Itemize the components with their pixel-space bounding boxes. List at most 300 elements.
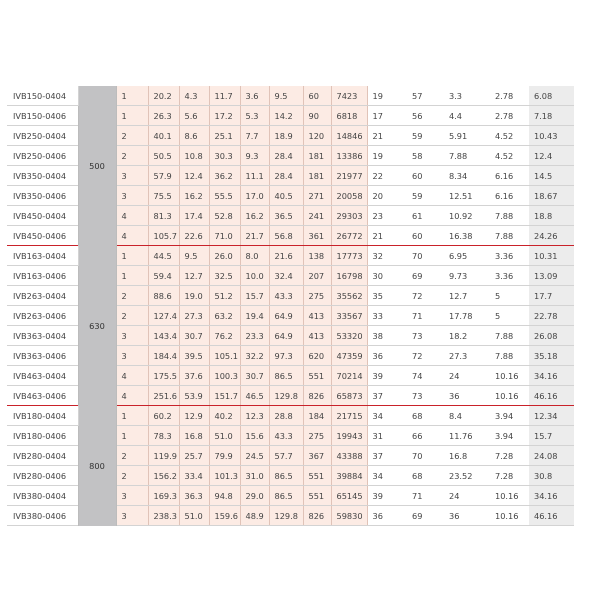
value-cell: 51.2 (209, 286, 240, 306)
value-cell: 18.8 (529, 206, 574, 226)
value-cell: 47359 (331, 346, 367, 366)
value-cell: 2 (116, 126, 148, 146)
value-cell: 143.4 (148, 326, 179, 346)
value-cell: 3 (116, 166, 148, 186)
value-cell: 19 (367, 86, 407, 106)
value-cell: 12.3 (240, 406, 269, 426)
model-cell: IVB250-0406 (7, 146, 78, 166)
value-cell: 367 (303, 446, 331, 466)
value-cell: 184.4 (148, 346, 179, 366)
value-cell: 620 (303, 346, 331, 366)
value-cell: 159.6 (209, 506, 240, 526)
model-cell: IVB450-0406 (7, 226, 78, 246)
value-cell: 15.7 (240, 286, 269, 306)
value-cell: 19.0 (179, 286, 209, 306)
value-cell: 826 (303, 386, 331, 406)
value-cell: 4.3 (179, 86, 209, 106)
model-cell: IVB450-0404 (7, 206, 78, 226)
value-cell: 34 (367, 406, 407, 426)
value-cell: 36.5 (269, 206, 303, 226)
value-cell: 251.6 (148, 386, 179, 406)
value-cell: 18.9 (269, 126, 303, 146)
value-cell: 551 (303, 366, 331, 386)
model-cell: IVB263-0404 (7, 286, 78, 306)
value-cell: 61 (407, 206, 444, 226)
value-cell: 18.2 (444, 326, 490, 346)
value-cell: 39.5 (179, 346, 209, 366)
model-cell: IVB350-0406 (7, 186, 78, 206)
value-cell: 35562 (331, 286, 367, 306)
value-cell: 9.5 (179, 246, 209, 266)
value-cell: 19 (367, 146, 407, 166)
value-cell: 5.91 (444, 126, 490, 146)
value-cell: 33 (367, 306, 407, 326)
value-cell: 40.1 (148, 126, 179, 146)
value-cell: 27.3 (444, 346, 490, 366)
value-cell: 826 (303, 506, 331, 526)
value-cell: 46.16 (529, 506, 574, 526)
model-cell: IVB180-0404 (7, 406, 78, 426)
value-cell: 37.6 (179, 366, 209, 386)
value-cell: 25.7 (179, 446, 209, 466)
value-cell: 10.92 (444, 206, 490, 226)
value-cell: 56.8 (269, 226, 303, 246)
value-cell: 32 (367, 246, 407, 266)
value-cell: 2 (116, 466, 148, 486)
value-cell: 64.9 (269, 326, 303, 346)
value-cell: 9.5 (269, 86, 303, 106)
value-cell: 4.4 (444, 106, 490, 126)
value-cell: 156.2 (148, 466, 179, 486)
value-cell: 71.0 (209, 226, 240, 246)
model-cell: IVB150-0406 (7, 106, 78, 126)
value-cell: 2 (116, 286, 148, 306)
value-cell: 8.0 (240, 246, 269, 266)
value-cell: 361 (303, 226, 331, 246)
value-cell: 14.2 (269, 106, 303, 126)
value-cell: 36.2 (209, 166, 240, 186)
value-cell: 86.5 (269, 366, 303, 386)
value-cell: 275 (303, 286, 331, 306)
value-cell: 22.6 (179, 226, 209, 246)
value-cell: 1 (116, 266, 148, 286)
value-cell: 2.78 (490, 106, 529, 126)
value-cell: 57.7 (269, 446, 303, 466)
value-cell: 31.0 (240, 466, 269, 486)
value-cell: 11.76 (444, 426, 490, 446)
value-cell: 76.2 (209, 326, 240, 346)
value-cell: 33.4 (179, 466, 209, 486)
value-cell: 70 (407, 246, 444, 266)
value-cell: 72 (407, 346, 444, 366)
value-cell: 3 (116, 186, 148, 206)
value-cell: 119.9 (148, 446, 179, 466)
value-cell: 4.52 (490, 126, 529, 146)
value-cell: 16.2 (240, 206, 269, 226)
value-cell: 22.78 (529, 306, 574, 326)
model-cell: IVB263-0406 (7, 306, 78, 326)
value-cell: 25.1 (209, 126, 240, 146)
value-cell: 7.88 (444, 146, 490, 166)
value-cell: 4 (116, 386, 148, 406)
value-cell: 27.3 (179, 306, 209, 326)
value-cell: 551 (303, 486, 331, 506)
value-cell: 12.4 (529, 146, 574, 166)
value-cell: 55.5 (209, 186, 240, 206)
value-cell: 30.3 (209, 146, 240, 166)
value-cell: 33567 (331, 306, 367, 326)
value-cell: 59.4 (148, 266, 179, 286)
value-cell: 35 (367, 286, 407, 306)
value-cell: 6.16 (490, 186, 529, 206)
value-cell: 38 (367, 326, 407, 346)
value-cell: 1 (116, 86, 148, 106)
value-cell: 59 (407, 186, 444, 206)
value-cell: 3 (116, 506, 148, 526)
value-cell: 37 (367, 446, 407, 466)
value-cell: 16.8 (179, 426, 209, 446)
value-cell: 7.7 (240, 126, 269, 146)
value-cell: 56 (407, 106, 444, 126)
value-cell: 59 (407, 126, 444, 146)
value-cell: 14.5 (529, 166, 574, 186)
value-cell: 35.18 (529, 346, 574, 366)
value-cell: 30.7 (240, 366, 269, 386)
value-cell: 3 (116, 346, 148, 366)
value-cell: 20.2 (148, 86, 179, 106)
value-cell: 28.8 (269, 406, 303, 426)
value-cell: 39 (367, 486, 407, 506)
value-cell: 24.5 (240, 446, 269, 466)
value-cell: 120 (303, 126, 331, 146)
value-cell: 21 (367, 226, 407, 246)
table-row (7, 406, 574, 426)
value-cell: 53320 (331, 326, 367, 346)
model-cell: IVB280-0406 (7, 466, 78, 486)
value-cell: 26772 (331, 226, 367, 246)
value-cell: 50.5 (148, 146, 179, 166)
value-cell: 32.5 (209, 266, 240, 286)
value-cell: 105.1 (209, 346, 240, 366)
value-cell: 7.88 (490, 206, 529, 226)
value-cell: 17 (367, 106, 407, 126)
value-cell: 40.5 (269, 186, 303, 206)
value-cell: 5.6 (179, 106, 209, 126)
value-cell: 23 (367, 206, 407, 226)
value-cell: 10.16 (490, 486, 529, 506)
value-cell: 7.28 (490, 446, 529, 466)
value-cell: 11.1 (240, 166, 269, 186)
value-cell: 17773 (331, 246, 367, 266)
value-cell: 29303 (331, 206, 367, 226)
value-cell: 3.94 (490, 426, 529, 446)
value-cell: 57 (407, 86, 444, 106)
value-cell: 10.16 (490, 506, 529, 526)
value-cell: 94.8 (209, 486, 240, 506)
value-cell: 12.51 (444, 186, 490, 206)
table-row (7, 246, 574, 266)
model-cell: IVB380-0404 (7, 486, 78, 506)
value-cell: 26.3 (148, 106, 179, 126)
value-cell: 36.3 (179, 486, 209, 506)
value-cell: 14846 (331, 126, 367, 146)
value-cell: 43.3 (269, 426, 303, 446)
value-cell: 3.6 (240, 86, 269, 106)
value-cell: 3.36 (490, 246, 529, 266)
value-cell: 73 (407, 386, 444, 406)
value-cell: 36 (444, 386, 490, 406)
value-cell: 24.26 (529, 226, 574, 246)
value-cell: 44.5 (148, 246, 179, 266)
value-cell: 34.16 (529, 486, 574, 506)
value-cell: 46.5 (240, 386, 269, 406)
value-cell: 53.9 (179, 386, 209, 406)
value-cell: 1 (116, 426, 148, 446)
value-cell: 129.8 (269, 506, 303, 526)
value-cell: 129.8 (269, 386, 303, 406)
model-cell: IVB163-0404 (7, 246, 78, 266)
value-cell: 8.4 (444, 406, 490, 426)
value-cell: 6.08 (529, 86, 574, 106)
value-cell: 31 (367, 426, 407, 446)
value-cell: 17.78 (444, 306, 490, 326)
value-cell: 12.7 (179, 266, 209, 286)
value-cell: 19943 (331, 426, 367, 446)
model-cell: IVB150-0404 (7, 86, 78, 106)
value-cell: 30.7 (179, 326, 209, 346)
value-cell: 60 (407, 166, 444, 186)
value-cell: 16.8 (444, 446, 490, 466)
value-cell: 36 (444, 506, 490, 526)
value-cell: 20 (367, 186, 407, 206)
value-cell: 81.3 (148, 206, 179, 226)
value-cell: 29.0 (240, 486, 269, 506)
value-cell: 21715 (331, 406, 367, 426)
value-cell: 3.3 (444, 86, 490, 106)
value-cell: 90 (303, 106, 331, 126)
value-cell: 65145 (331, 486, 367, 506)
value-cell: 16.38 (444, 226, 490, 246)
model-cell: IVB363-0404 (7, 326, 78, 346)
value-cell: 72 (407, 286, 444, 306)
value-cell: 79.9 (209, 446, 240, 466)
value-cell: 10.8 (179, 146, 209, 166)
value-cell: 184 (303, 406, 331, 426)
table-row (7, 86, 574, 106)
value-cell: 78.3 (148, 426, 179, 446)
value-cell: 65873 (331, 386, 367, 406)
model-cell: IVB350-0404 (7, 166, 78, 186)
value-cell: 5 (490, 286, 529, 306)
value-cell: 138 (303, 246, 331, 266)
value-cell: 39884 (331, 466, 367, 486)
value-cell: 69 (407, 266, 444, 286)
value-cell: 151.7 (209, 386, 240, 406)
model-cell: IVB280-0404 (7, 446, 78, 466)
frame-size-cell: 500 (78, 86, 116, 246)
value-cell: 28.4 (269, 146, 303, 166)
value-cell: 36 (367, 506, 407, 526)
value-cell: 4 (116, 366, 148, 386)
value-cell: 10.31 (529, 246, 574, 266)
value-cell: 275 (303, 426, 331, 446)
value-cell: 21.6 (269, 246, 303, 266)
value-cell: 70 (407, 446, 444, 466)
value-cell: 15.6 (240, 426, 269, 446)
value-cell: 7.88 (490, 346, 529, 366)
value-cell: 46.16 (529, 386, 574, 406)
value-cell: 1 (116, 106, 148, 126)
value-cell: 22 (367, 166, 407, 186)
value-cell: 71 (407, 306, 444, 326)
value-cell: 17.2 (209, 106, 240, 126)
value-cell: 66 (407, 426, 444, 446)
value-cell: 86.5 (269, 486, 303, 506)
value-cell: 69 (407, 506, 444, 526)
value-cell: 74 (407, 366, 444, 386)
value-cell: 40.2 (209, 406, 240, 426)
model-cell: IVB363-0406 (7, 346, 78, 366)
value-cell: 3.36 (490, 266, 529, 286)
table-body (7, 86, 574, 526)
value-cell: 68 (407, 466, 444, 486)
value-cell: 28.4 (269, 166, 303, 186)
value-cell: 30 (367, 266, 407, 286)
value-cell: 2 (116, 306, 148, 326)
value-cell: 8.34 (444, 166, 490, 186)
value-cell: 7.88 (490, 226, 529, 246)
value-cell: 101.3 (209, 466, 240, 486)
model-cell: IVB163-0406 (7, 266, 78, 286)
value-cell: 12.34 (529, 406, 574, 426)
value-cell: 6818 (331, 106, 367, 126)
model-cell: IVB463-0404 (7, 366, 78, 386)
value-cell: 68 (407, 406, 444, 426)
value-cell: 4.52 (490, 146, 529, 166)
model-cell: IVB250-0404 (7, 126, 78, 146)
value-cell: 48.9 (240, 506, 269, 526)
value-cell: 21.7 (240, 226, 269, 246)
value-cell: 75.5 (148, 186, 179, 206)
value-cell: 63.2 (209, 306, 240, 326)
value-cell: 59830 (331, 506, 367, 526)
value-cell: 169.3 (148, 486, 179, 506)
value-cell: 3 (116, 326, 148, 346)
value-cell: 207 (303, 266, 331, 286)
value-cell: 11.7 (209, 86, 240, 106)
value-cell: 10.16 (490, 366, 529, 386)
value-cell: 551 (303, 466, 331, 486)
value-cell: 7.18 (529, 106, 574, 126)
value-cell: 181 (303, 146, 331, 166)
value-cell: 9.3 (240, 146, 269, 166)
value-cell: 413 (303, 326, 331, 346)
specification-table (7, 86, 574, 526)
value-cell: 10.43 (529, 126, 574, 146)
value-cell: 2 (116, 446, 148, 466)
value-cell: 127.4 (148, 306, 179, 326)
value-cell: 12.4 (179, 166, 209, 186)
value-cell: 16798 (331, 266, 367, 286)
value-cell: 24 (444, 486, 490, 506)
value-cell: 23.3 (240, 326, 269, 346)
value-cell: 3.94 (490, 406, 529, 426)
value-cell: 12.7 (444, 286, 490, 306)
value-cell: 23.52 (444, 466, 490, 486)
value-cell: 17.0 (240, 186, 269, 206)
value-cell: 21977 (331, 166, 367, 186)
value-cell: 20058 (331, 186, 367, 206)
value-cell: 71 (407, 486, 444, 506)
value-cell: 238.3 (148, 506, 179, 526)
value-cell: 4 (116, 226, 148, 246)
value-cell: 43388 (331, 446, 367, 466)
model-cell: IVB380-0406 (7, 506, 78, 526)
value-cell: 34.16 (529, 366, 574, 386)
value-cell: 10.16 (490, 386, 529, 406)
value-cell: 1 (116, 406, 148, 426)
value-cell: 2.78 (490, 86, 529, 106)
value-cell: 3 (116, 486, 148, 506)
value-cell: 413 (303, 306, 331, 326)
value-cell: 37 (367, 386, 407, 406)
value-cell: 6.95 (444, 246, 490, 266)
frame-size-cell: 630 (78, 246, 116, 406)
value-cell: 58 (407, 146, 444, 166)
model-cell: IVB180-0406 (7, 426, 78, 446)
value-cell: 175.5 (148, 366, 179, 386)
value-cell: 5.3 (240, 106, 269, 126)
value-cell: 7.28 (490, 466, 529, 486)
value-cell: 8.6 (179, 126, 209, 146)
value-cell: 60 (303, 86, 331, 106)
value-cell: 1 (116, 246, 148, 266)
value-cell: 24 (444, 366, 490, 386)
value-cell: 86.5 (269, 466, 303, 486)
value-cell: 18.67 (529, 186, 574, 206)
value-cell: 26.08 (529, 326, 574, 346)
value-cell: 36 (367, 346, 407, 366)
value-cell: 32.4 (269, 266, 303, 286)
value-cell: 60 (407, 226, 444, 246)
value-cell: 30.8 (529, 466, 574, 486)
value-cell: 51.0 (209, 426, 240, 446)
value-cell: 21 (367, 126, 407, 146)
value-cell: 64.9 (269, 306, 303, 326)
value-cell: 51.0 (179, 506, 209, 526)
value-cell: 241 (303, 206, 331, 226)
value-cell: 7423 (331, 86, 367, 106)
value-cell: 19.4 (240, 306, 269, 326)
model-cell: IVB463-0406 (7, 386, 78, 406)
value-cell: 73 (407, 326, 444, 346)
value-cell: 271 (303, 186, 331, 206)
value-cell: 4 (116, 206, 148, 226)
value-cell: 52.8 (209, 206, 240, 226)
value-cell: 70214 (331, 366, 367, 386)
value-cell: 181 (303, 166, 331, 186)
value-cell: 12.9 (179, 406, 209, 426)
value-cell: 13.09 (529, 266, 574, 286)
value-cell: 17.4 (179, 206, 209, 226)
value-cell: 100.3 (209, 366, 240, 386)
value-cell: 26.0 (209, 246, 240, 266)
value-cell: 97.3 (269, 346, 303, 366)
value-cell: 32.2 (240, 346, 269, 366)
value-cell: 5 (490, 306, 529, 326)
value-cell: 105.7 (148, 226, 179, 246)
value-cell: 7.88 (490, 326, 529, 346)
